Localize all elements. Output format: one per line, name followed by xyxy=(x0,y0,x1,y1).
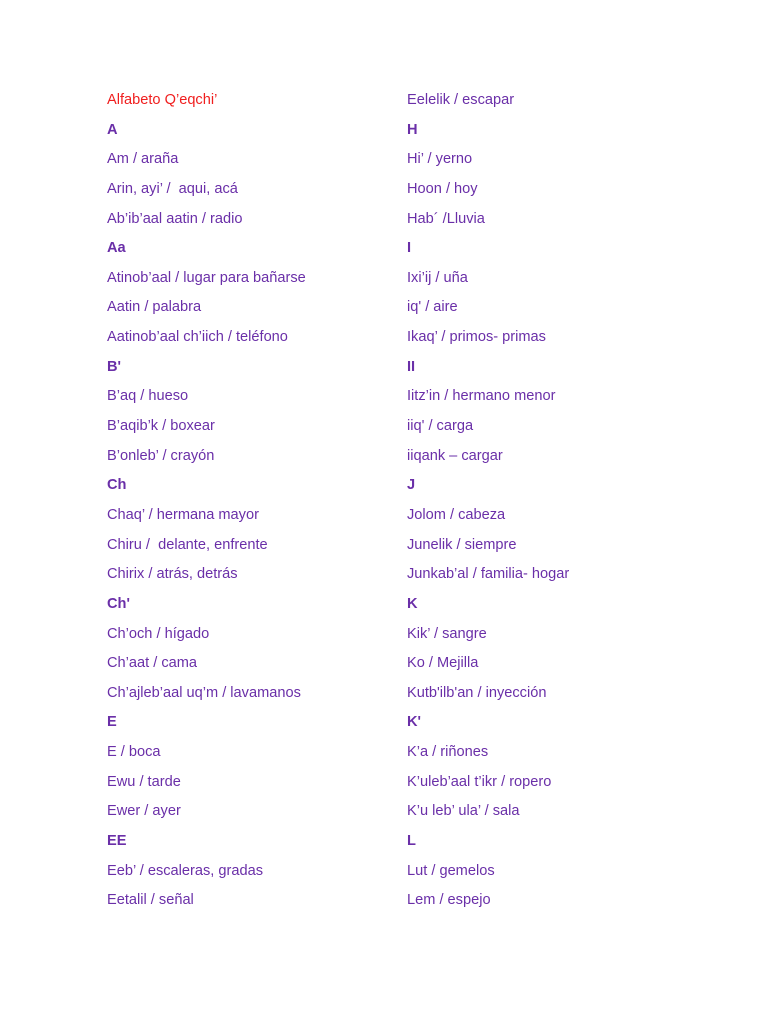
vocabulary-entry: Hi’ / yerno xyxy=(407,151,473,168)
vocabulary-entry: Kik’ / sangre xyxy=(407,625,487,642)
letter-heading: B' xyxy=(107,358,122,375)
vocabulary-entry: Ewu / tarde xyxy=(107,773,181,790)
vocabulary-entry: Iitz’in / hermano menor xyxy=(407,388,556,405)
vocabulary-entry: Jolom / cabeza xyxy=(407,506,506,523)
letter-heading: EE xyxy=(107,833,127,850)
left-column xyxy=(107,86,407,916)
letter-heading: II xyxy=(407,358,416,375)
letter-heading: Ch xyxy=(107,477,127,494)
letter-heading: J xyxy=(407,477,416,494)
vocabulary-entry: Eeb’ / escaleras, gradas xyxy=(107,862,264,879)
vocabulary-entry: Chaq’ / hermana mayor xyxy=(107,506,259,523)
vocabulary-entry: Arin, ayi’ / aqui, acá xyxy=(107,180,238,197)
vocabulary-entry: Ixi’ij / uña xyxy=(407,269,468,286)
right-entries xyxy=(407,86,707,916)
vocabulary-entry: B’aqib’k / boxear xyxy=(107,418,215,435)
vocabulary-entry: iiqank – cargar xyxy=(407,447,503,464)
left-entries xyxy=(107,116,407,916)
vocabulary-entry: iq' / aire xyxy=(407,299,458,316)
vocabulary-entry: Ko / Mejilla xyxy=(407,655,479,672)
vocabulary-entry: Ch’ajleb’aal uq’m / lavamanos xyxy=(107,684,301,701)
letter-heading: L xyxy=(407,833,416,850)
vocabulary-entry: Chirix / atrás, detrás xyxy=(107,566,238,583)
vocabulary-entry: Ch’och / hígado xyxy=(107,625,210,642)
letter-heading: A xyxy=(107,121,118,138)
vocabulary-entry: Aatinob’aal ch’iich / teléfono xyxy=(107,329,288,346)
vocabulary-entry: K’u leb’ ula’ / sala xyxy=(407,803,520,820)
vocabulary-entry: B’aq / hueso xyxy=(107,388,189,405)
vocabulary-entry: Chiru / delante, enfrente xyxy=(107,536,268,553)
vocabulary-entry: K’uleb’aal t’ikr / ropero xyxy=(407,773,552,790)
letter-heading: I xyxy=(407,240,412,257)
vocabulary-entry: Aatin / palabra xyxy=(107,299,202,316)
vocabulary-entry: Junkab’al / familia- hogar xyxy=(407,566,570,583)
vocabulary-entry: Ikaq’ / primos- primas xyxy=(407,329,546,346)
letter-heading: K' xyxy=(407,714,422,731)
vocabulary-entry: iiq' / carga xyxy=(407,418,474,435)
vocabulary-entry: Ewer / ayer xyxy=(107,803,181,820)
vocabulary-entry: Eelelik / escapar xyxy=(407,92,515,108)
vocabulary-entry: E / boca xyxy=(107,744,161,761)
letter-heading: Ch' xyxy=(107,595,130,612)
letter-heading: H xyxy=(407,121,418,138)
vocabulary-entry: Lem / espejo xyxy=(407,892,491,909)
letter-heading: Aa xyxy=(107,240,126,257)
right-column xyxy=(407,86,707,916)
vocabulary-entry: Atinob’aal / lugar para bañarse xyxy=(107,269,306,286)
vocabulary-entry: Junelik / siempre xyxy=(407,536,517,553)
vocabulary-entry: Ab’ib’aal aatin / radio xyxy=(107,210,243,227)
letter-heading: K xyxy=(407,595,418,612)
vocabulary-entry: Eetalil / señal xyxy=(107,892,194,909)
document-title: Alfabeto Q’eqchi’ xyxy=(107,92,218,108)
vocabulary-entry: Am / araña xyxy=(107,151,179,168)
vocabulary-entry: B’onleb’ / crayón xyxy=(107,447,215,464)
vocabulary-entry: K’a / riñones xyxy=(407,744,489,761)
vocabulary-entry: Ch’aat / cama xyxy=(107,655,198,672)
vocabulary-entry: Hab´ /Lluvia xyxy=(407,210,485,227)
vocabulary-entry: Kutb'ilb'an / inyección xyxy=(407,684,547,701)
letter-heading: E xyxy=(107,714,117,731)
vocabulary-entry: Lut / gemelos xyxy=(407,862,495,879)
vocabulary-entry: Hoon / hoy xyxy=(407,180,478,197)
